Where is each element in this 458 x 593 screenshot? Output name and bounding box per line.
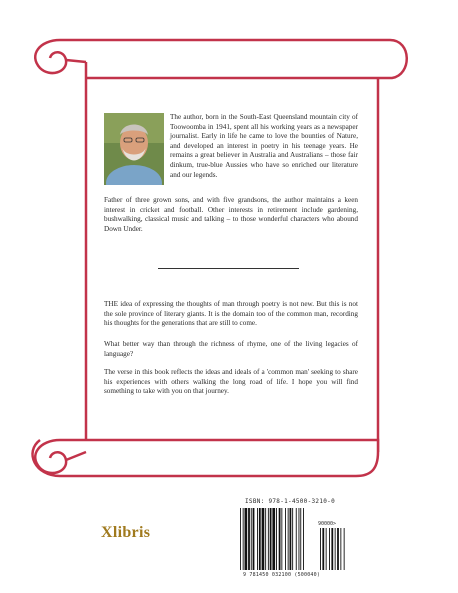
publisher-logo: Xlibris bbox=[101, 524, 151, 541]
blurb-paragraph-1: THE idea of expressing the thoughts of man through poetry is not new. But this is not the sole province of literary giants. It is the domain too of the common man, recording his thoughts for the generations that are still to come. bbox=[104, 300, 358, 328]
author-bio-paragraph-2: Father of three grown sons, and with five grandsons, the author maintains a keen interest in cricket and football. Other interests in retirement include gardening, bushwalking, classical music and talking – to those wonderful characters who abound Down Under. bbox=[104, 196, 358, 233]
price-code: 90000> bbox=[318, 521, 337, 527]
scroll-left-edge bbox=[66, 60, 86, 460]
scroll-bottom-bar bbox=[60, 440, 378, 476]
scroll-top-curl bbox=[35, 40, 66, 73]
blurb-paragraph-2: What better way than through the richness of rhyme, one of the living legacies of language? bbox=[104, 340, 358, 358]
author-portrait-icon bbox=[104, 113, 164, 185]
author-bio-paragraph-1: The author, born in the South-East Queensland mountain city of Toowoomba in 1941, spent all his working years as a newspaper journalist. Early in life he came to love the bounties of Nature, and developed an interest in poetry in his teenage years. He remains a great believer in Australia and Australians – those fair dinkum, true-blue Aussies who have so enriched our literature and our legends. bbox=[170, 113, 358, 179]
isbn-barcode-icon bbox=[218, 498, 358, 578]
scroll-top-bar bbox=[60, 40, 407, 78]
isbn-label: ISBN: 978-1-4500-3210-0 bbox=[245, 498, 335, 505]
section-divider bbox=[158, 268, 299, 269]
blurb-paragraph-3: The verse in this book reflects the ideas and ideals of a 'common man' seeking to share his experiences with others walking the long road of life. I hope you will find something to take with you on that journey. bbox=[104, 368, 358, 396]
barcode-digits: 9 781450 032100 (500040) bbox=[243, 572, 321, 578]
